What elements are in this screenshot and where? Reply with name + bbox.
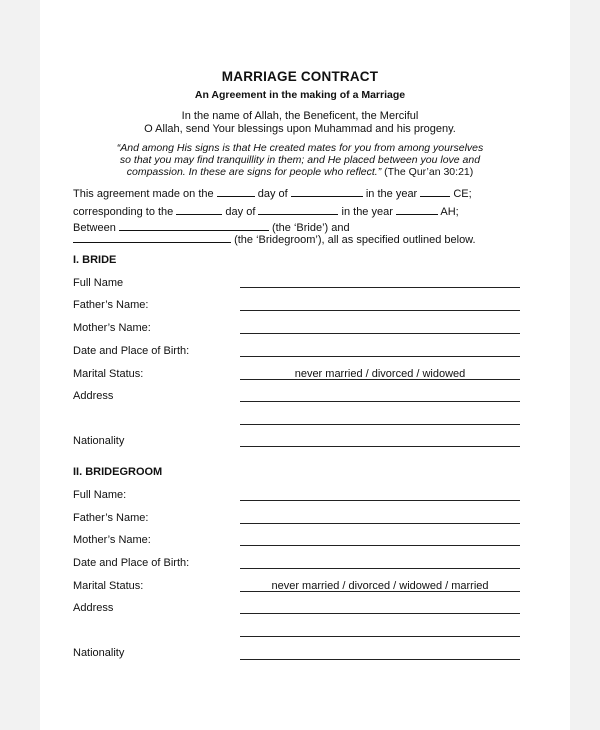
agreement-line-4: (the ‘Bridegroom’), all as specified outlined below.: [73, 232, 476, 246]
agreement-line-3: Between (the ‘Bride’) and: [73, 222, 350, 234]
document-title: MARRIAGE CONTRACT: [221, 69, 379, 84]
groom-marital-label: Marital Status:: [73, 580, 144, 592]
groom-mother-name-label: Mother’s Name:: [73, 534, 151, 546]
bride-marital-label: Marital Status:: [73, 368, 144, 380]
bride-dob-field[interactable]: [240, 356, 520, 357]
quote-reference: (The Qur’an 30:21): [384, 166, 474, 178]
quote-line-2: so that you may find tranquillity in them; and He placed between you love and: [119, 154, 481, 166]
month-blank[interactable]: [291, 186, 363, 197]
section-bride-heading: I. BRIDE: [73, 254, 117, 266]
groom-dob-field[interactable]: [240, 568, 520, 569]
bride-nationality-label: Nationality: [73, 435, 125, 447]
bride-mother-name-field[interactable]: [240, 333, 520, 334]
groom-father-name-label: Father’s Name:: [73, 512, 149, 524]
groom-address-field-2[interactable]: [240, 636, 520, 637]
groom-marital-field[interactable]: [240, 591, 520, 592]
groom-nationality-field[interactable]: [240, 659, 520, 660]
hijri-day-blank[interactable]: [176, 204, 222, 215]
agreement-line-1: This agreement made on the day of in the year CE;: [73, 188, 472, 200]
day-blank[interactable]: [217, 186, 255, 197]
bride-father-name-label: Father’s Name:: [73, 299, 149, 311]
bride-mother-name-label: Mother’s Name:: [73, 322, 151, 334]
groom-full-name-field[interactable]: [240, 500, 520, 501]
year-ce-blank[interactable]: [420, 186, 450, 197]
bride-name-blank[interactable]: [119, 220, 269, 231]
document-subtitle: An Agreement in the making of a Marriage: [194, 89, 406, 101]
groom-nationality-label: Nationality: [73, 647, 125, 659]
groom-father-name-field[interactable]: [240, 523, 520, 524]
quote-line-3: compassion. In these are signs for people who reflect.” (The Qur’an 30:21): [126, 166, 474, 178]
section-groom-heading: II. BRIDEGROOM: [73, 466, 163, 478]
invocation-line-1: In the name of Allah, the Beneficent, the Merciful: [181, 110, 419, 122]
groom-full-name-label: Full Name:: [73, 489, 127, 501]
bride-full-name-field[interactable]: [240, 287, 520, 288]
groom-dob-label: Date and Place of Birth:: [73, 557, 190, 569]
groom-marital-options[interactable]: never married / divorced / widowed / married: [271, 580, 489, 592]
bride-full-name-label: Full Name: [73, 277, 124, 289]
hijri-month-blank[interactable]: [258, 204, 338, 215]
invocation-line-2: O Allah, send Your blessings upon Muhammad and his progeny.: [144, 123, 456, 135]
groom-address-field-1[interactable]: [240, 613, 520, 614]
bridegroom-name-blank[interactable]: [73, 232, 231, 243]
bride-dob-label: Date and Place of Birth:: [73, 345, 190, 357]
bride-father-name-field[interactable]: [240, 310, 520, 311]
bride-marital-options[interactable]: never married / divorced / widowed: [294, 368, 466, 380]
bride-address-field-2[interactable]: [240, 424, 520, 425]
bride-marital-field[interactable]: [240, 379, 520, 380]
groom-mother-name-field[interactable]: [240, 545, 520, 546]
groom-address-label: Address: [73, 602, 114, 614]
year-ah-blank[interactable]: [396, 204, 438, 215]
bride-nationality-field[interactable]: [240, 446, 520, 447]
agreement-line-2: corresponding to the day of in the year AH;: [73, 206, 459, 218]
bride-address-field-1[interactable]: [240, 401, 520, 402]
bride-address-label: Address: [73, 390, 114, 402]
quote-line-1: “And among His signs is that He created mates for you from among yourselves: [116, 142, 484, 154]
